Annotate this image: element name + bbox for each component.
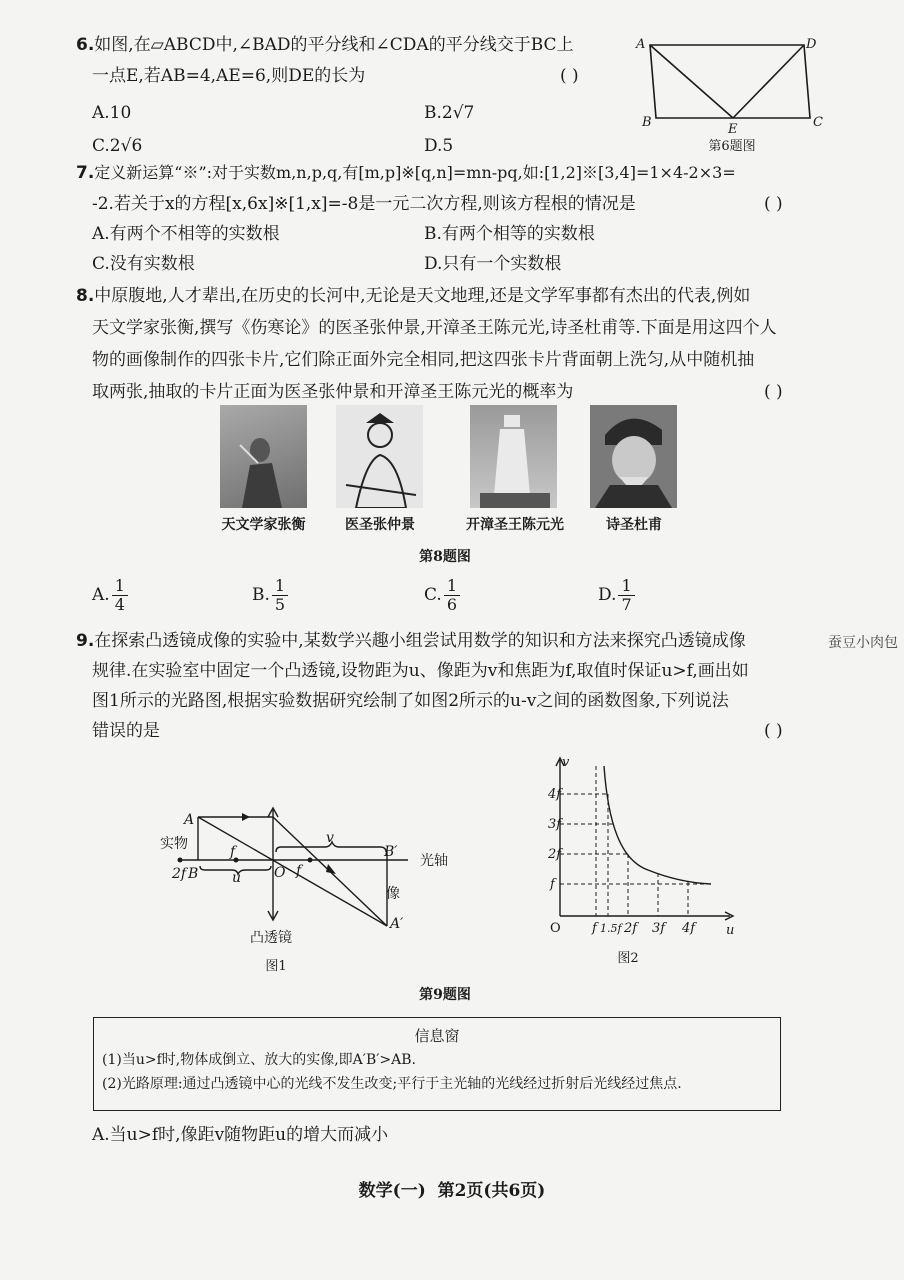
q9-line1 [76, 626, 746, 656]
point-2f [178, 858, 183, 863]
q9-option-a: A.当u>f时,像距v随物距u的增大而减小 [92, 1125, 389, 1145]
fig1-label-2f: 2f [172, 866, 187, 882]
q6-label-d: D [806, 37, 817, 52]
q8-option-a-letter: A. [92, 585, 110, 605]
q6-text-1: 如图,在▱ABCD中,∠BAD的平分线和∠CDA的平分线交于BC上 [94, 35, 574, 55]
q7-option-a: A.有两个不相等的实数根 [92, 224, 280, 244]
q8-option-c-denominator: 6 [446, 595, 457, 614]
fig1-label-f-left: f [230, 844, 236, 860]
q8-option-b [252, 577, 288, 614]
q6-label-a: A [636, 37, 646, 52]
fig1-label-a-prime: A′ [390, 916, 404, 932]
q9-line4: 错误的是 [92, 721, 160, 741]
q6-line2: 一点E,若AB=4,AE=6,则DE的长为 [92, 66, 366, 86]
q9-text-1: 在探索凸透镜成像的实验中,某数学兴趣小组尝试用数学的知识和方法来探究凸透镜成像 [94, 631, 746, 651]
q8-line4: 取两张,抽取的卡片正面为医圣张仲景和开漳圣王陈元光的概率为 [92, 382, 574, 402]
q6-figure-caption: 第6题图 [708, 139, 756, 154]
fig2-label-v: v [562, 755, 570, 770]
fig1-label-b: B [188, 866, 199, 882]
q6-segment-de [733, 45, 804, 118]
q8-option-c-numerator: 1 [444, 577, 460, 596]
q8-line2: 天文学家张衡,撰写《伤寒论》的医圣张仲景,开漳圣王陈元光,诗圣杜甫等.下面是用这四个人 [92, 318, 777, 338]
fig2-ytick-f: f [550, 877, 555, 892]
info-window-line-2: (2)光路原理:通过凸透镜中心的光线不发生改变;平行于主光轴的光线经过折射后光线经过焦点. [102, 1076, 682, 1092]
q8-option-b-denominator: 5 [274, 595, 286, 614]
fig2-label-u: u [726, 923, 735, 938]
fig1-label-u: u [232, 870, 242, 886]
q9-number: 9. [76, 631, 95, 651]
axis-points [178, 813, 337, 874]
q8-line3: 物的画像制作的四张卡片,它们除正面外完全相同,把这四张卡片背面朝上洗匀,从中随机抽 [92, 350, 755, 370]
fig2-caption: 图2 [617, 951, 639, 966]
q8-text-1: 中原腹地,人才辈出,在历史的长河中,无论是天文地理,还是文学军事都有杰出的代表,例如 [94, 286, 751, 306]
fig2-xtick-4f: 4f [682, 921, 696, 936]
q8-figure-caption: 第8题图 [419, 549, 471, 565]
q9-line3: 图1所示的光路图,根据实验数据研究绘制了如图2所示的u-v之间的函数图象,下列说法 [92, 691, 729, 711]
fig1-label-f-right: f [296, 863, 302, 879]
q6-number: 6. [76, 35, 95, 55]
fig1-label-image: 像 [386, 886, 400, 902]
q6-option-c: C.2√6 [92, 136, 143, 156]
q8-answer-paren: ( ) [764, 382, 783, 402]
fig2-xtick-3f: 3f [652, 921, 666, 936]
card-label-zhang-zhongjing: 医圣张仲景 [345, 517, 415, 533]
fig1-label-o: O [274, 865, 286, 881]
fig1-label-v: v [326, 830, 334, 846]
q6-label-b: B [642, 115, 652, 130]
q7-number: 7. [76, 163, 95, 183]
fig2-ytick-3f: 3f [548, 817, 562, 832]
q9-line2: 规律.在实验室中固定一个凸透镜,设物距为u、像距为v和焦距为f,取值时保证u>f,画出如 [92, 661, 749, 681]
page-footer: 数学(一) 第2页(共6页) [358, 1181, 546, 1201]
q7-line1 [76, 158, 736, 188]
card-label-chen-yuanguang: 开漳圣王陈元光 [466, 517, 564, 533]
q8-option-a-numerator: 1 [112, 577, 128, 596]
portrait-du-fu-image [590, 405, 677, 508]
q6-segment-ae [650, 45, 733, 118]
q9-answer-paren: ( ) [764, 721, 783, 741]
q6-label-e: E [728, 122, 738, 137]
q9-fig2-uv-graph [548, 752, 748, 974]
ray-arrow-2 [326, 864, 336, 874]
q8-option-a [92, 577, 128, 614]
q7-text-1: 定义新运算“※”:对于实数m,n,p,q,有[m,p]※[q,n]=mn-pq,如:[1,2]※[3,4]=1×4-2×3= [94, 163, 736, 182]
q9-figure-caption: 第9题图 [419, 987, 471, 1003]
q8-option-a-denominator: 4 [114, 595, 125, 614]
q6-line1 [76, 30, 574, 60]
point-f-right [308, 858, 313, 863]
info-window-line-1: (1)当u>f时,物体成倒立、放大的实像,即A′B′>AB. [102, 1052, 416, 1068]
fig2-xtick-1-5f: 1.5f [600, 922, 622, 935]
fig1-caption: 图1 [265, 959, 287, 974]
fig2-label-o: O [550, 921, 561, 936]
fig2-xtick-2f: 2f [624, 921, 638, 936]
portrait-chen-yuanguang-image [470, 405, 557, 508]
q8-option-d-letter: D. [598, 585, 617, 605]
q8-option-c [424, 577, 460, 614]
portrait-zhang-heng-image [220, 405, 307, 508]
q8-option-d [598, 577, 635, 614]
fig1-label-b-prime: B′ [384, 844, 398, 860]
q8-option-c-fraction [444, 577, 460, 614]
q8-option-d-numerator: 1 [618, 577, 634, 596]
ray-arrow-1 [242, 813, 250, 821]
q8-option-d-fraction [618, 577, 634, 614]
q8-option-b-fraction [272, 577, 288, 614]
q8-option-b-numerator: 1 [272, 577, 288, 596]
q8-option-a-fraction [112, 577, 128, 614]
info-window-title: 信息窗 [414, 1027, 460, 1045]
fig2-ytick-2f: 2f [548, 847, 562, 862]
q8-option-d-denominator: 7 [621, 595, 632, 614]
q8-option-c-letter: C. [424, 585, 442, 605]
ray-center [198, 817, 387, 926]
q6-label-c: C [813, 115, 823, 130]
q8-number: 8. [76, 286, 95, 306]
portrait-zhang-zhongjing-image [336, 405, 423, 508]
q9-fig1-light-path [150, 790, 470, 980]
q6-option-b: B.2√7 [424, 103, 475, 123]
card-label-du-fu: 诗圣杜甫 [606, 517, 662, 533]
fig2-xtick-f: f [592, 921, 597, 936]
fig1-label-a: A [184, 812, 195, 828]
q7-line2: -2.若关于x的方程[x,6x]※[1,x]=-8是一元二次方程,则该方程根的情况是 [92, 194, 636, 214]
q6-parallelogram-figure [630, 30, 830, 155]
q6-option-a: A.10 [92, 103, 132, 123]
q6-option-d: D.5 [424, 136, 454, 156]
fig1-label-object: 实物 [160, 836, 188, 852]
q6-answer-paren: ( ) [560, 66, 579, 86]
q6-parallelogram [650, 45, 810, 118]
fig2-curve [604, 766, 711, 884]
q8-option-b-letter: B. [252, 585, 270, 605]
q7-answer-paren: ( ) [764, 194, 783, 214]
fig2-ytick-4f: 4f [548, 787, 562, 802]
fig1-label-optical-axis: 光轴 [420, 853, 448, 869]
q7-option-b: B.有两个相等的实数根 [424, 224, 595, 244]
q7-option-d: D.只有一个实数根 [424, 254, 562, 274]
card-label-zhang-heng: 天文学家张衡 [221, 517, 306, 533]
fig1-label-lens: 凸透镜 [250, 930, 292, 946]
q8-line1 [76, 281, 750, 311]
fig2-guide-lines [560, 766, 711, 916]
q7-option-c: C.没有实数根 [92, 254, 195, 274]
watermark: 蚕豆小肉包 [828, 635, 898, 651]
info-window-box [93, 1017, 781, 1111]
